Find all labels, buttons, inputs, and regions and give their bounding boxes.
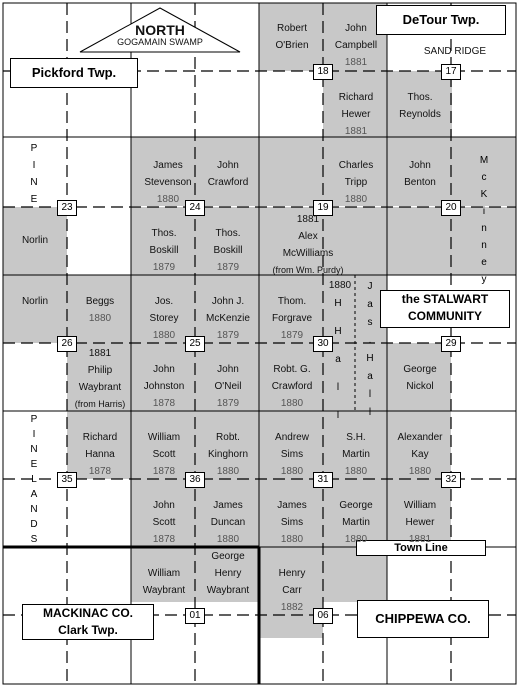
owner-john-crawford [196,157,260,191]
owner-line: Norlin [21,296,49,307]
sand-ridge-label: SAND RIDGE [423,46,487,57]
owner-line: William [403,500,437,511]
section-06: 06 [313,608,333,624]
owner-line: 1881 [296,214,320,225]
mackinac-line1: MACKINAC CO. [43,606,133,620]
owner-line: 1881 [344,57,368,68]
owner-george-nickol [388,361,452,395]
owner-line: Martin [342,517,370,528]
owner-line: Henry [214,568,242,579]
owner-line: Beggs [85,296,115,307]
owner-line: O'Neil [214,381,242,392]
owner-line: Sims [280,449,304,460]
owner-line: Waybrant [206,585,250,596]
north-label: NORTH [135,22,185,38]
owner-line: Alexander [397,432,443,443]
h-hall-year: 1880 [328,280,352,291]
owner-alex-mcwilliams [260,211,356,279]
owner-line: 1880 [88,313,112,324]
owner-thos-boskill-1 [132,225,196,276]
section-31: 31 [313,472,333,488]
town-line-label: Town Line [356,540,486,556]
pine-label: P I N E [30,143,38,205]
owner-line: 1880 [280,466,304,477]
owner-line: Jos. [154,296,174,307]
section-23: 23 [57,200,77,216]
owner-richard-hewer [324,89,388,140]
owner-line: 1882 [280,602,304,613]
owner-line: Norlin [21,235,49,246]
owner-line: George [339,500,373,511]
owner-line: Alex [298,231,318,242]
owner-line: Storey [149,313,179,324]
section-24: 24 [185,200,205,216]
owner-line: Waybrant [78,382,122,393]
owner-beggs [68,293,132,327]
owner-line: Hewer [341,109,371,120]
owner-line: Stevenson [144,177,192,188]
owner-line: Henry [278,568,306,579]
owner-line: Philip [87,365,113,376]
owner-line: 1880 [216,534,240,545]
owner-line: 1879 [216,398,240,409]
section-35: 35 [57,472,77,488]
owner-line: John [217,160,239,171]
owner-line: 1881 [344,126,368,137]
owner-line: Johnston [143,381,185,392]
owner-line: 1880 [156,194,180,205]
stalwart-line1: the STALWART [401,292,489,306]
owner-line: George [403,364,437,375]
owner-line: 1878 [88,466,112,477]
owner-line: Andrew [275,432,309,443]
jas-hall-label: J a s . H a l l [366,281,374,418]
gogamain-swamp-label: GOGAMAIN SWAMP [117,37,203,47]
owner-line: Thom. [277,296,307,307]
mackinac-county-label [22,604,154,640]
mackinac-line2: Clark Twp. [58,623,118,637]
owner-john-johnston [132,361,196,412]
section-19: 19 [313,200,333,216]
owner-henry-carr [260,565,324,616]
owner-line: James [153,160,183,171]
section-17: 17 [441,64,461,80]
owner-line: 1881 [408,534,432,545]
stalwart-line2: COMMUNITY [408,309,482,323]
owner-line: 1880 [280,534,304,545]
owner-line: Hewer [405,517,435,528]
owner-line: Boskill [149,245,179,256]
owner-line: 1880 [344,466,368,477]
owner-line: Kinghorn [207,449,249,460]
owner-line: 1878 [152,398,176,409]
owner-line: Scott [152,449,176,460]
owner-line: 1880 [344,194,368,205]
owner-line: Boskill [213,245,243,256]
section-26: 26 [57,336,77,352]
owner-thos-reynolds [388,89,452,123]
pickford-twp-label: Pickford Twp. [10,58,138,88]
owner-line: Sims [280,517,304,528]
owner-line: Richard [338,92,374,103]
owner-line: Waybrant [142,585,186,596]
owner-john-benton [388,157,452,191]
owner-line: John [153,364,175,375]
owner-line: John [217,364,239,375]
owner-line: Tripp [344,177,368,188]
section-01: 01 [185,608,205,624]
owner-line: John J. [211,296,245,307]
owner-richard-hanna [68,429,132,480]
owner-andrew-sims [260,429,324,480]
owner-line: 1880 [408,466,432,477]
owner-george-martin [324,497,388,548]
owner-line: John [409,160,431,171]
owner-line: McKenzie [206,313,250,324]
owner-line: Hanna [85,449,115,460]
chippewa-county-label: CHIPPEWA CO. [357,600,489,638]
pinelands-label: P I N E L A N D S [30,414,38,545]
owner-robt-kinghorn [196,429,260,480]
owner-sh-martin [324,429,388,480]
owner-line: (from Wm. Purdy) [272,265,344,275]
owner-line: 1880 [344,534,368,545]
owner-line: Kay [411,449,429,460]
owner-line: O'Brien [275,40,309,51]
owner-line: 1879 [216,262,240,273]
owner-line: 1878 [152,466,176,477]
owner-line: Reynolds [399,109,441,120]
owner-line: Thos. [407,92,433,103]
owner-line: Robt. G. [273,364,311,375]
owner-line: 1879 [152,262,176,273]
owner-line: Crawford [207,177,249,188]
owner-line: S.H. [346,432,366,443]
section-20: 20 [441,200,461,216]
owner-robt-crawford [260,361,324,412]
section-29: 29 [441,336,461,352]
owner-line: 1880 [280,398,304,409]
owner-line: 1881 [88,348,112,359]
owner-line: (from Harris) [74,399,126,409]
owner-line: John [153,500,175,511]
owner-thos-boskill-2 [196,225,260,276]
owner-line: Robt. [216,432,240,443]
owner-george-henry-waybrant [196,548,260,599]
owner-john-oneil [196,361,260,412]
owner-line: Campbell [334,40,378,51]
owner-thom-forgrave [260,293,324,344]
owner-line: McWilliams [282,248,334,259]
owner-line: Thos. [215,228,241,239]
section-36: 36 [185,472,205,488]
owner-william-waybrant [132,565,196,599]
owner-line: Charles [338,160,374,171]
owner-philip-waybrant [68,345,132,413]
owner-jos-storey [132,293,196,344]
section-18: 18 [313,64,333,80]
owner-robert-obrien [260,20,324,54]
owner-line: George [211,551,245,562]
owner-james-stevenson [132,157,204,208]
owner-line: Thos. [151,228,177,239]
owner-william-hewer [388,497,452,548]
stalwart-community-label [380,290,510,328]
owner-john-campbell [324,20,388,71]
owner-line: Carr [282,585,302,596]
owner-alexander-kay [388,429,452,480]
owner-john-mckenzie [196,293,260,344]
owner-line: 1880 [152,330,176,341]
owner-line: 1880 [216,466,240,477]
owner-norlin-1 [3,232,67,249]
owner-charles-tripp [324,157,388,208]
owner-line: John [345,23,367,34]
owner-line: Richard [82,432,118,443]
section-32: 32 [441,472,461,488]
owner-line: Robert [276,23,307,34]
mckinney-label: M c K i n n e y [479,155,489,285]
h-hall-label: H H a l l [334,298,342,421]
section-25: 25 [185,336,205,352]
owner-line: 1879 [280,330,304,341]
owner-james-duncan [196,497,260,548]
owner-william-scott [132,429,196,480]
owner-james-sims [260,497,324,548]
section-30: 30 [313,336,333,352]
owner-line: Benton [404,177,436,188]
owner-line: Forgrave [271,313,312,324]
owner-line: William [147,432,181,443]
owner-john-scott [132,497,196,548]
owner-line: James [213,500,243,511]
owner-line: 1879 [216,330,240,341]
owner-line: James [277,500,307,511]
owner-norlin-2 [3,293,67,310]
detour-twp-label: DeTour Twp. [376,5,506,35]
owner-line: Crawford [271,381,313,392]
owner-line: William [147,568,181,579]
owner-line: Martin [342,449,370,460]
owner-line: Nickol [406,381,434,392]
owner-line: Scott [152,517,176,528]
owner-line: 1878 [152,534,176,545]
owner-line: Duncan [210,517,246,528]
